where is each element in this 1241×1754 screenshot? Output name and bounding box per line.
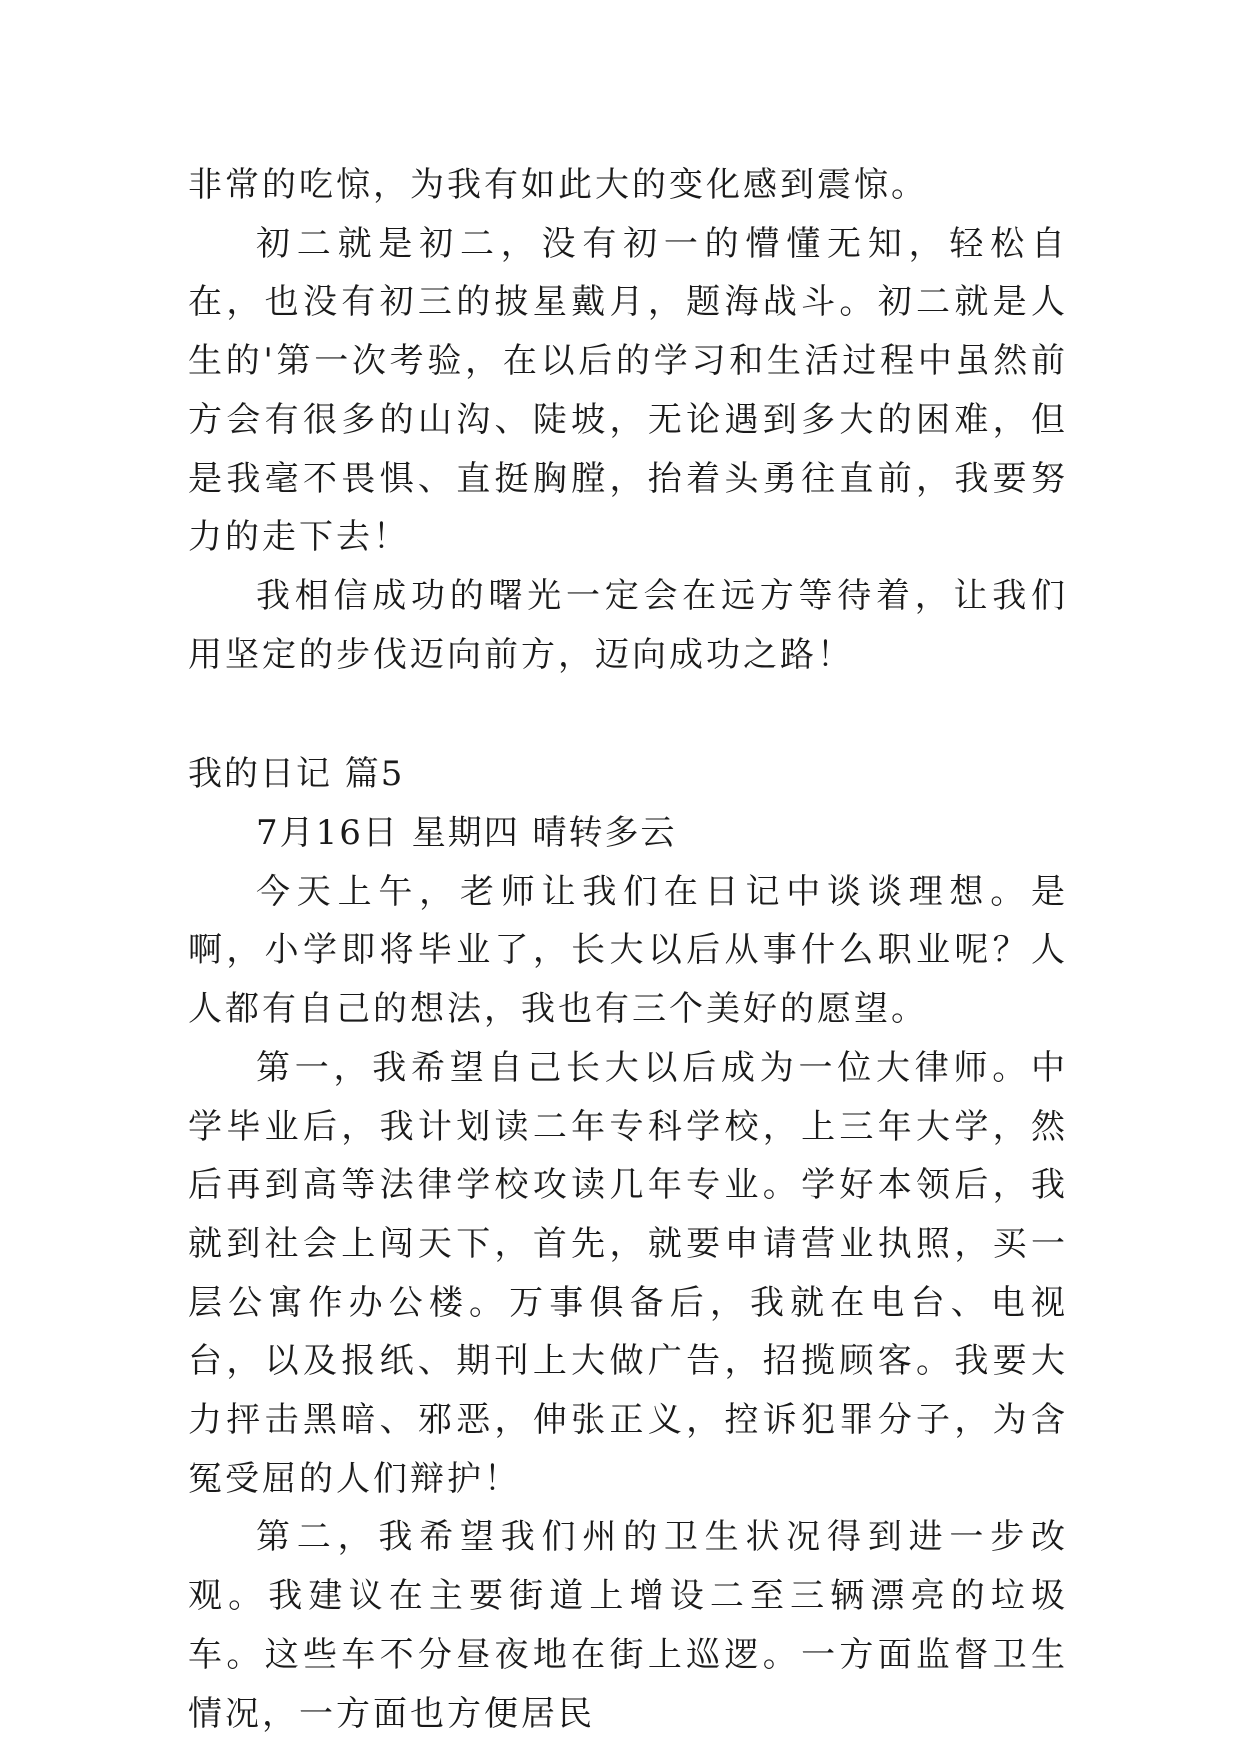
paragraph-success: 我相信成功的曙光一定会在远方等待着，让我们用坚定的步伐迈向前方，迈向成功之路！ [188, 575, 1068, 675]
paragraph-continuation: 非常的吃惊，为我有如此大的变化感到震惊。 [188, 165, 928, 205]
section-gap [188, 684, 1068, 745]
diary-date-line: 7月16日 星期四 晴转多云 [256, 813, 677, 854]
paragraph-second-year: 初二就是初二，没有初一的懵懂无知，轻松自在，也没有初三的披星戴月，题海战斗。初二就是人生的'第一次考验，在以后的学习和生活过程中虽然前方会有很多的山沟、陡坡，无论遇到多大的困难，但是我毫不畏惧、直挺胸膛，抬着头勇往直前，我要努力的走下去！ [188, 223, 1068, 558]
section-title: 我的日记 篇5 [188, 754, 405, 795]
paragraph-wish-lawyer: 第一，我希望自己长大以后成为一位大律师。中学毕业后，我计划读二年专科学校，上三年大学，然后再到高等法律学校攻读几年专业。学好本领后，我就到社会上闯天下，首先，就要申请营业执照，买一层公寓作办公楼。万事俱备后，我就在电台、电视台，以及报纸、期刊上大做广告，招揽顾客。我要大力抨击黑暗、邪恶，伸张正义，控诉犯罪分子，为含冤受屈的人们辩护！ [188, 1047, 1068, 1499]
paragraph-wish-sanitation: 第二，我希望我们州的卫生状况得到进一步改观。我建议在主要街道上增设二至三辆漂亮的垃圾车。这些车不分昼夜地在街上巡逻。一方面监督卫生情况，一方面也方便居民 [188, 1517, 1068, 1734]
paragraph-ideal-intro: 今天上午，老师让我们在日记中谈谈理想。是啊，小学即将毕业了，长大以后从事什么职业呢？人人都有自己的想法，我也有三个美好的愿望。 [188, 871, 1068, 1030]
document-body [188, 156, 1068, 1743]
